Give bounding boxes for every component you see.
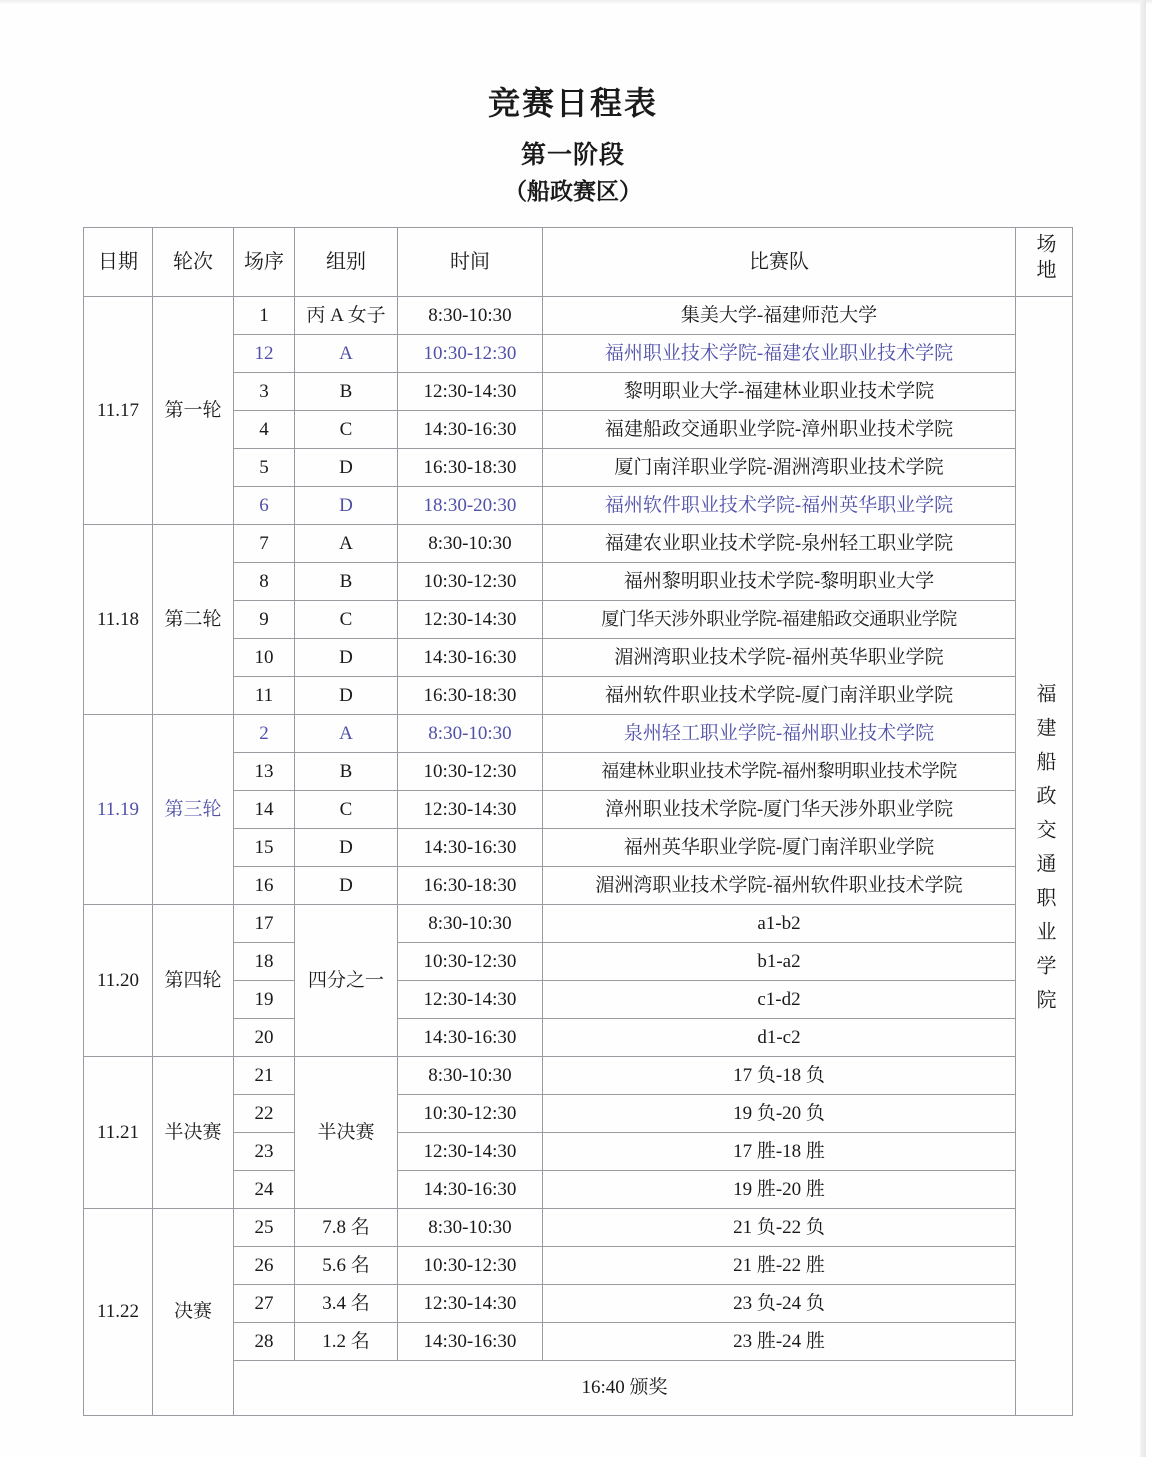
cell-match-no: 23 (234, 1133, 295, 1171)
cell-teams: c1-d2 (543, 981, 1016, 1019)
cell-group: B (295, 373, 398, 411)
cell-time: 16:30-18:30 (398, 677, 543, 715)
schedule-table (83, 227, 1073, 1416)
column-header-teams: 比赛队 (543, 228, 1016, 297)
cell-group: 5.6 名 (295, 1247, 398, 1285)
cell-round: 决赛 (153, 1209, 234, 1416)
cell-time: 12:30-14:30 (398, 791, 543, 829)
cell-time: 14:30-16:30 (398, 411, 543, 449)
cell-match-no: 24 (234, 1171, 295, 1209)
column-header-venue-text: 场地 (1033, 232, 1055, 285)
cell-match-no: 3 (234, 373, 295, 411)
cell-match-no: 11 (234, 677, 295, 715)
cell-round: 第四轮 (153, 905, 234, 1057)
cell-teams: 厦门南洋职业学院-湄洲湾职业技术学院 (543, 449, 1016, 487)
cell-time: 10:30-12:30 (398, 943, 543, 981)
column-header-time: 时间 (398, 228, 543, 297)
cell-group: D (295, 487, 398, 525)
cell-match-no: 9 (234, 601, 295, 639)
cell-match-no: 16 (234, 867, 295, 905)
cell-match-no: 13 (234, 753, 295, 791)
cell-group: 3.4 名 (295, 1285, 398, 1323)
cell-time: 10:30-12:30 (398, 1095, 543, 1133)
cell-teams: 福州软件职业技术学院-福州英华职业学院 (543, 487, 1016, 525)
cell-match-no: 14 (234, 791, 295, 829)
cell-award-ceremony: 16:40 颁奖 (234, 1361, 1016, 1416)
cell-time: 10:30-12:30 (398, 335, 543, 373)
cell-teams: 集美大学-福建师范大学 (543, 297, 1016, 335)
table-row (84, 525, 1073, 563)
cell-date: 11.22 (84, 1209, 153, 1416)
column-header-group: 组别 (295, 228, 398, 297)
cell-group: 半决赛 (295, 1057, 398, 1209)
cell-teams: 泉州轻工职业学院-福州职业技术学院 (543, 715, 1016, 753)
cell-time: 14:30-16:30 (398, 1019, 543, 1057)
table-body (84, 297, 1073, 1416)
cell-group: D (295, 449, 398, 487)
cell-teams: 湄洲湾职业技术学院-福州英华职业学院 (543, 639, 1016, 677)
cell-match-no: 19 (234, 981, 295, 1019)
cell-match-no: 17 (234, 905, 295, 943)
cell-time: 12:30-14:30 (398, 373, 543, 411)
cell-match-no: 1 (234, 297, 295, 335)
cell-time: 14:30-16:30 (398, 639, 543, 677)
cell-round: 第一轮 (153, 297, 234, 525)
cell-match-no: 2 (234, 715, 295, 753)
cell-time: 10:30-12:30 (398, 1247, 543, 1285)
cell-time: 16:30-18:30 (398, 867, 543, 905)
cell-time: 8:30-10:30 (398, 1057, 543, 1095)
cell-time: 8:30-10:30 (398, 905, 543, 943)
cell-teams: d1-c2 (543, 1019, 1016, 1057)
cell-round: 第二轮 (153, 525, 234, 715)
cell-venue-text: 福建船政交通职业学院 (1033, 682, 1055, 1023)
cell-time: 12:30-14:30 (398, 601, 543, 639)
cell-round: 半决赛 (153, 1057, 234, 1209)
title-block (0, 0, 1146, 204)
cell-teams: 福建林业职业技术学院-福州黎明职业技术学院 (543, 753, 1016, 791)
cell-time: 8:30-10:30 (398, 1209, 543, 1247)
column-header-match-no: 场序 (234, 228, 295, 297)
cell-teams: 17 负-18 负 (543, 1057, 1016, 1095)
cell-match-no: 27 (234, 1285, 295, 1323)
cell-teams: 福州职业技术学院-福建农业职业技术学院 (543, 335, 1016, 373)
cell-date: 11.18 (84, 525, 153, 715)
cell-match-no: 21 (234, 1057, 295, 1095)
cell-match-no: 22 (234, 1095, 295, 1133)
cell-time: 12:30-14:30 (398, 981, 543, 1019)
table-row (84, 1209, 1073, 1247)
cell-match-no: 28 (234, 1323, 295, 1361)
page-top-edge (0, 0, 1152, 4)
cell-group: B (295, 753, 398, 791)
table-row (84, 297, 1073, 335)
cell-match-no: 15 (234, 829, 295, 867)
page-subtitle-region: （船政赛区） (504, 178, 642, 204)
cell-teams: 福建农业职业技术学院-泉州轻工职业学院 (543, 525, 1016, 563)
cell-date: 11.17 (84, 297, 153, 525)
table-row (84, 1057, 1073, 1095)
cell-group: B (295, 563, 398, 601)
cell-teams: 湄洲湾职业技术学院-福州软件职业技术学院 (543, 867, 1016, 905)
cell-group: D (295, 867, 398, 905)
cell-match-no: 6 (234, 487, 295, 525)
cell-time: 14:30-16:30 (398, 1171, 543, 1209)
cell-teams: 福州软件职业技术学院-厦门南洋职业学院 (543, 677, 1016, 715)
cell-teams: 19 负-20 负 (543, 1095, 1016, 1133)
cell-date: 11.20 (84, 905, 153, 1057)
cell-match-no: 12 (234, 335, 295, 373)
table-row (84, 905, 1073, 943)
column-header-round: 轮次 (153, 228, 234, 297)
cell-teams: 19 胜-20 胜 (543, 1171, 1016, 1209)
cell-group: 丙 A 女子 (295, 297, 398, 335)
cell-group: D (295, 639, 398, 677)
cell-time: 12:30-14:30 (398, 1285, 543, 1323)
cell-teams: 黎明职业大学-福建林业职业技术学院 (543, 373, 1016, 411)
column-header-date: 日期 (84, 228, 153, 297)
header-row (84, 228, 1073, 297)
cell-date: 11.19 (84, 715, 153, 905)
cell-venue (1016, 297, 1073, 1416)
cell-time: 14:30-16:30 (398, 1323, 543, 1361)
cell-teams: 漳州职业技术学院-厦门华天涉外职业学院 (543, 791, 1016, 829)
cell-teams: 福州英华职业学院-厦门南洋职业学院 (543, 829, 1016, 867)
table-row (84, 715, 1073, 753)
cell-teams: 福州黎明职业技术学院-黎明职业大学 (543, 563, 1016, 601)
cell-teams: b1-a2 (543, 943, 1016, 981)
page-subtitle: 第一阶段 (520, 142, 625, 170)
cell-teams: 21 负-22 负 (543, 1209, 1016, 1247)
page-right-edge (1140, 0, 1146, 1457)
cell-match-no: 10 (234, 639, 295, 677)
cell-group: A (295, 525, 398, 563)
page-title: 竞赛日程表 (487, 85, 658, 121)
cell-time: 12:30-14:30 (398, 1133, 543, 1171)
cell-round: 第三轮 (153, 715, 234, 905)
cell-time: 16:30-18:30 (398, 449, 543, 487)
cell-teams: 厦门华天涉外职业学院-福建船政交通职业学院 (543, 601, 1016, 639)
cell-teams: 23 负-24 负 (543, 1285, 1016, 1323)
cell-group: C (295, 791, 398, 829)
cell-match-no: 18 (234, 943, 295, 981)
cell-group: A (295, 715, 398, 753)
cell-group: C (295, 411, 398, 449)
cell-group: A (295, 335, 398, 373)
cell-match-no: 20 (234, 1019, 295, 1057)
cell-match-no: 26 (234, 1247, 295, 1285)
column-header-venue (1016, 228, 1073, 297)
cell-match-no: 5 (234, 449, 295, 487)
cell-time: 8:30-10:30 (398, 525, 543, 563)
cell-teams: 17 胜-18 胜 (543, 1133, 1016, 1171)
cell-match-no: 7 (234, 525, 295, 563)
cell-time: 14:30-16:30 (398, 829, 543, 867)
cell-group: C (295, 601, 398, 639)
cell-match-no: 8 (234, 563, 295, 601)
cell-time: 10:30-12:30 (398, 563, 543, 601)
cell-match-no: 25 (234, 1209, 295, 1247)
cell-group: D (295, 677, 398, 715)
cell-teams: 21 胜-22 胜 (543, 1247, 1016, 1285)
cell-group: 7.8 名 (295, 1209, 398, 1247)
cell-teams: a1-b2 (543, 905, 1016, 943)
cell-group: 1.2 名 (295, 1323, 398, 1361)
cell-group: D (295, 829, 398, 867)
cell-time: 8:30-10:30 (398, 715, 543, 753)
cell-time: 10:30-12:30 (398, 753, 543, 791)
table-header (84, 228, 1073, 297)
cell-match-no: 4 (234, 411, 295, 449)
cell-teams: 福建船政交通职业学院-漳州职业技术学院 (543, 411, 1016, 449)
cell-time: 18:30-20:30 (398, 487, 543, 525)
cell-group: 四分之一 (295, 905, 398, 1057)
cell-date: 11.21 (84, 1057, 153, 1209)
cell-teams: 23 胜-24 胜 (543, 1323, 1016, 1361)
cell-time: 8:30-10:30 (398, 297, 543, 335)
